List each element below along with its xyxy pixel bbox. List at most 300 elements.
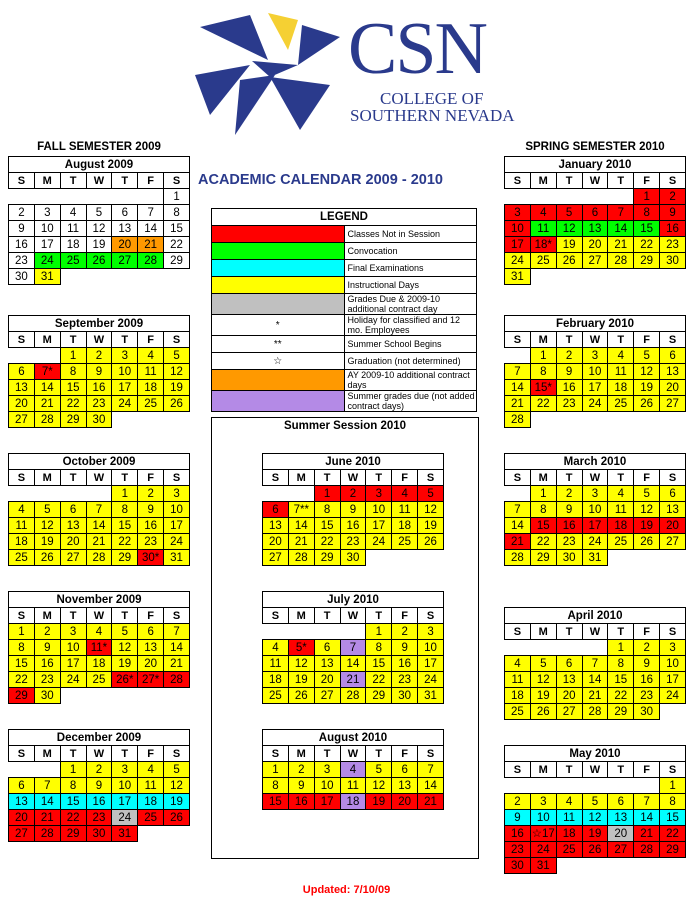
day-cell: 14	[340, 656, 366, 672]
day-cell: 17	[366, 518, 392, 534]
day-cell: 4	[9, 502, 35, 518]
weekday-header: M	[288, 470, 314, 486]
empty-cell	[505, 189, 531, 205]
weekday-header: F	[138, 608, 164, 624]
empty-cell	[608, 550, 634, 566]
day-cell: 22	[112, 534, 138, 550]
day-cell: 5	[530, 656, 556, 672]
empty-cell	[582, 858, 608, 874]
day-cell: 2	[660, 189, 686, 205]
day-cell: 24	[60, 672, 86, 688]
weekday-header: M	[530, 624, 556, 640]
day-cell: 24	[418, 672, 444, 688]
day-cell: 27	[9, 826, 35, 842]
empty-cell	[366, 550, 392, 566]
day-cell: 19	[418, 518, 444, 534]
day-cell: 20	[9, 396, 35, 412]
day-cell: 30	[86, 826, 112, 842]
day-cell: 14	[505, 380, 531, 396]
day-cell: 8	[60, 364, 86, 380]
day-cell: 12	[634, 364, 660, 380]
empty-cell	[530, 189, 556, 205]
empty-cell	[634, 269, 660, 285]
day-cell: 16	[288, 794, 314, 810]
weekday-header: S	[9, 173, 35, 189]
weekday-header: S	[9, 470, 35, 486]
day-cell: 9	[634, 656, 660, 672]
day-cell: 20	[608, 826, 634, 842]
day-cell: 21	[505, 534, 531, 550]
day-cell: 4	[530, 205, 556, 221]
day-cell: 16	[86, 794, 112, 810]
day-cell: 5	[164, 762, 190, 778]
legend-label: Instructional Days	[344, 277, 477, 294]
weekday-header: F	[634, 332, 660, 348]
day-cell: 14	[505, 518, 531, 534]
day-cell: 4	[60, 205, 86, 221]
day-cell: 26	[530, 704, 556, 720]
day-cell: 23	[660, 237, 686, 253]
day-cell: 8	[9, 640, 35, 656]
day-cell: 4	[392, 486, 418, 502]
month-calendar	[262, 591, 444, 704]
day-cell: 21	[634, 826, 660, 842]
weekday-header: W	[582, 624, 608, 640]
weekday-header: T	[556, 762, 582, 778]
day-cell: 30	[556, 550, 582, 566]
empty-cell	[34, 348, 60, 364]
day-cell: 25	[505, 704, 531, 720]
day-cell: 30	[505, 858, 531, 874]
weekday-header: T	[366, 470, 392, 486]
day-cell: 21	[34, 810, 60, 826]
weekday-header: S	[505, 762, 531, 778]
day-cell: 19	[86, 237, 112, 253]
weekday-header: F	[392, 608, 418, 624]
day-cell: 7	[340, 640, 366, 656]
day-cell: 2	[86, 348, 112, 364]
day-cell: 23	[392, 672, 418, 688]
day-cell: 5	[582, 794, 608, 810]
day-cell: 10	[505, 221, 531, 237]
legend	[211, 208, 477, 412]
weekday-header: W	[86, 746, 112, 762]
day-cell: 14	[34, 794, 60, 810]
legend-item	[212, 243, 477, 260]
day-cell: 18	[392, 518, 418, 534]
day-cell: 30	[86, 412, 112, 428]
day-cell: 10	[530, 810, 556, 826]
day-cell: 5*	[288, 640, 314, 656]
month-name: May 2010	[505, 746, 686, 762]
day-cell: 26*	[112, 672, 138, 688]
day-cell: 26	[582, 842, 608, 858]
day-cell: 5	[634, 348, 660, 364]
month-calendar	[8, 315, 190, 428]
day-cell: 1	[9, 624, 35, 640]
weekday-header: T	[314, 746, 340, 762]
weekday-header: T	[556, 624, 582, 640]
day-cell: 19	[112, 656, 138, 672]
day-cell: 23	[634, 688, 660, 704]
day-cell: 12	[34, 518, 60, 534]
empty-cell	[608, 858, 634, 874]
month-name: April 2010	[505, 608, 686, 624]
empty-cell	[582, 412, 608, 428]
day-cell: 5	[418, 486, 444, 502]
day-cell: 19	[634, 380, 660, 396]
day-cell: 7	[505, 502, 531, 518]
day-cell: 14	[608, 221, 634, 237]
legend-item	[212, 336, 477, 353]
legend-label: Convocation	[344, 243, 477, 260]
day-cell: 20	[582, 237, 608, 253]
day-cell: 29	[366, 688, 392, 704]
weekday-header: F	[634, 470, 660, 486]
month-calendar	[8, 156, 190, 285]
day-cell: 2	[86, 762, 112, 778]
weekday-header: T	[608, 762, 634, 778]
empty-cell	[556, 778, 582, 794]
weekday-header: F	[138, 173, 164, 189]
day-cell: 22	[530, 396, 556, 412]
day-cell: 31	[112, 826, 138, 842]
legend-label: Summer grades due (not added contract days)	[344, 391, 477, 412]
weekday-header: S	[9, 332, 35, 348]
day-cell: 7	[34, 778, 60, 794]
day-cell: 9	[288, 778, 314, 794]
day-cell: 19	[366, 794, 392, 810]
day-cell: 24	[164, 534, 190, 550]
weekday-header: S	[660, 624, 686, 640]
day-cell: 20	[60, 534, 86, 550]
day-cell: 23	[138, 534, 164, 550]
empty-cell	[164, 412, 190, 428]
day-cell: 3	[530, 794, 556, 810]
day-cell: 9	[660, 205, 686, 221]
day-cell: 6	[9, 364, 35, 380]
empty-cell	[556, 269, 582, 285]
day-cell: 24	[505, 253, 531, 269]
empty-cell	[34, 762, 60, 778]
day-cell: 21	[608, 237, 634, 253]
day-cell: 1	[608, 640, 634, 656]
day-cell: 16	[556, 380, 582, 396]
weekday-header: W	[340, 608, 366, 624]
weekday-header: S	[660, 470, 686, 486]
day-cell: 6	[556, 656, 582, 672]
legend-label: Grades Due & 2009-10 additional contract day	[344, 294, 477, 315]
weekday-header: T	[112, 746, 138, 762]
weekday-header: F	[138, 332, 164, 348]
day-cell: 3	[660, 640, 686, 656]
day-cell: 4	[263, 640, 289, 656]
day-cell: 5	[366, 762, 392, 778]
day-cell: 8	[314, 502, 340, 518]
day-cell: 8	[263, 778, 289, 794]
month-name: January 2010	[505, 157, 686, 173]
day-cell: 9	[9, 221, 35, 237]
legend-label: Final Examinations	[344, 260, 477, 277]
empty-cell	[608, 189, 634, 205]
day-cell: 15	[60, 380, 86, 396]
weekday-header: W	[86, 470, 112, 486]
day-cell: 1	[366, 624, 392, 640]
day-cell: 4	[138, 762, 164, 778]
day-cell: 4	[505, 656, 531, 672]
day-cell: 7	[86, 502, 112, 518]
day-cell: 27	[556, 704, 582, 720]
day-cell: 24	[660, 688, 686, 704]
day-cell: 15	[9, 656, 35, 672]
day-cell: 27	[112, 253, 138, 269]
weekday-header: M	[34, 746, 60, 762]
weekday-header: W	[86, 332, 112, 348]
day-cell: 5	[34, 502, 60, 518]
day-cell: 18	[9, 534, 35, 550]
weekday-header: T	[314, 470, 340, 486]
weekday-header: S	[9, 746, 35, 762]
day-cell: 13	[582, 221, 608, 237]
empty-cell	[86, 486, 112, 502]
empty-cell	[634, 778, 660, 794]
day-cell: 13	[314, 656, 340, 672]
day-cell: 11	[138, 364, 164, 380]
empty-cell	[138, 688, 164, 704]
logo-line1: COLLEGE OF	[380, 89, 484, 108]
day-cell: 24	[582, 396, 608, 412]
weekday-header: S	[164, 470, 190, 486]
fall-semester-heading: FALL SEMESTER 2009	[37, 141, 161, 153]
empty-cell	[505, 778, 531, 794]
empty-cell	[556, 640, 582, 656]
day-cell: 21	[505, 396, 531, 412]
day-cell: 10	[112, 778, 138, 794]
day-cell: 12	[164, 778, 190, 794]
day-cell: 28	[288, 550, 314, 566]
day-cell: 20	[392, 794, 418, 810]
day-cell: 26	[634, 396, 660, 412]
day-cell: 12	[366, 778, 392, 794]
month-calendar	[504, 156, 686, 285]
empty-cell	[556, 412, 582, 428]
legend-item	[212, 260, 477, 277]
day-cell: 22	[366, 672, 392, 688]
day-cell: 1	[634, 189, 660, 205]
day-cell: 15	[530, 518, 556, 534]
legend-label: Graduation (not determined)	[344, 353, 477, 370]
day-cell: 21	[288, 534, 314, 550]
day-cell: 1	[530, 486, 556, 502]
day-cell: 19	[530, 688, 556, 704]
day-cell: 10	[582, 364, 608, 380]
day-cell: 4	[138, 348, 164, 364]
weekday-header: S	[418, 608, 444, 624]
legend-title: LEGEND	[212, 209, 477, 226]
legend-swatch: *	[212, 315, 345, 336]
weekday-header: F	[634, 762, 660, 778]
legend-swatch	[212, 277, 345, 294]
empty-cell	[60, 486, 86, 502]
empty-cell	[556, 858, 582, 874]
day-cell: 14	[164, 640, 190, 656]
day-cell: 15*	[530, 380, 556, 396]
day-cell: 27	[314, 688, 340, 704]
empty-cell	[556, 189, 582, 205]
day-cell: 5	[164, 348, 190, 364]
day-cell: 2	[505, 794, 531, 810]
day-cell: 23	[505, 842, 531, 858]
day-cell: 1	[112, 486, 138, 502]
weekday-header: F	[634, 173, 660, 189]
weekday-header: T	[60, 608, 86, 624]
empty-cell	[86, 269, 112, 285]
day-cell: 31	[418, 688, 444, 704]
month-calendar	[504, 315, 686, 428]
empty-cell	[9, 762, 35, 778]
day-cell: 14	[418, 778, 444, 794]
month-name: March 2010	[505, 454, 686, 470]
day-cell: 20	[263, 534, 289, 550]
month-calendar	[262, 729, 444, 810]
day-cell: 8	[660, 794, 686, 810]
weekday-header: T	[556, 470, 582, 486]
day-cell: 13	[660, 364, 686, 380]
day-cell: 25	[556, 842, 582, 858]
day-cell: 16	[34, 656, 60, 672]
empty-cell	[164, 826, 190, 842]
csn-logo	[180, 5, 520, 140]
day-cell: 3	[112, 762, 138, 778]
weekday-header: M	[34, 332, 60, 348]
weekday-header: T	[112, 608, 138, 624]
day-cell: 22	[608, 688, 634, 704]
day-cell: 12	[164, 364, 190, 380]
day-cell: 11	[9, 518, 35, 534]
day-cell: 17	[505, 237, 531, 253]
day-cell: 25	[138, 396, 164, 412]
weekday-header: F	[138, 746, 164, 762]
day-cell: 10	[60, 640, 86, 656]
updated-note: Updated: 7/10/09	[302, 884, 391, 896]
day-cell: 1	[530, 348, 556, 364]
day-cell: 11*	[86, 640, 112, 656]
day-cell: 31	[530, 858, 556, 874]
day-cell: 11	[340, 778, 366, 794]
legend-label: Classes Not in Session	[344, 226, 477, 243]
day-cell: 17	[112, 794, 138, 810]
day-cell: 12	[418, 502, 444, 518]
spring-semester-heading: SPRING SEMESTER 2010	[525, 141, 665, 153]
day-cell: 26	[86, 253, 112, 269]
day-cell: 15	[60, 794, 86, 810]
day-cell: 6	[582, 205, 608, 221]
day-cell: 12	[582, 810, 608, 826]
day-cell: 27*	[138, 672, 164, 688]
day-cell: 18	[138, 794, 164, 810]
day-cell: 15	[314, 518, 340, 534]
weekday-header: F	[392, 746, 418, 762]
day-cell: 9	[505, 810, 531, 826]
day-cell: 8	[60, 778, 86, 794]
day-cell: 10	[418, 640, 444, 656]
month-name: November 2009	[9, 592, 190, 608]
day-cell: 17	[418, 656, 444, 672]
day-cell: 9	[138, 502, 164, 518]
day-cell: 29	[530, 550, 556, 566]
day-cell: 19	[164, 380, 190, 396]
empty-cell	[112, 189, 138, 205]
weekday-header: T	[608, 470, 634, 486]
day-cell: 12	[530, 672, 556, 688]
day-cell: 15	[608, 672, 634, 688]
day-cell: 26	[34, 550, 60, 566]
day-cell: 24	[530, 842, 556, 858]
legend-item	[212, 353, 477, 370]
day-cell: 13	[263, 518, 289, 534]
weekday-header: W	[86, 608, 112, 624]
day-cell: 13	[9, 380, 35, 396]
day-cell: 20	[138, 656, 164, 672]
weekday-header: T	[608, 173, 634, 189]
weekday-header: W	[582, 173, 608, 189]
weekday-header: S	[505, 332, 531, 348]
day-cell: 3	[314, 762, 340, 778]
day-cell: 2	[634, 640, 660, 656]
day-cell: 13	[60, 518, 86, 534]
legend-swatch	[212, 370, 345, 391]
weekday-header: M	[288, 608, 314, 624]
day-cell: 19	[164, 794, 190, 810]
weekday-header: S	[505, 624, 531, 640]
day-cell: 7	[418, 762, 444, 778]
day-cell: 23	[340, 534, 366, 550]
empty-cell	[314, 624, 340, 640]
empty-cell	[288, 486, 314, 502]
day-cell: 29	[660, 842, 686, 858]
day-cell: 19	[556, 237, 582, 253]
day-cell: 11	[505, 672, 531, 688]
day-cell: 9	[392, 640, 418, 656]
legend-item	[212, 315, 477, 336]
day-cell: 2	[556, 348, 582, 364]
day-cell: 27	[582, 253, 608, 269]
weekday-header: S	[418, 746, 444, 762]
day-cell: 16	[556, 518, 582, 534]
day-cell: 30*	[138, 550, 164, 566]
legend-item	[212, 294, 477, 315]
empty-cell	[9, 348, 35, 364]
weekday-header: T	[60, 746, 86, 762]
day-cell: 13	[138, 640, 164, 656]
day-cell: 7*	[34, 364, 60, 380]
day-cell: 2	[392, 624, 418, 640]
empty-cell	[660, 550, 686, 566]
day-cell: 13	[660, 502, 686, 518]
empty-cell	[582, 189, 608, 205]
day-cell: 1	[60, 348, 86, 364]
weekday-header: S	[505, 173, 531, 189]
empty-cell	[112, 412, 138, 428]
day-cell: 21	[340, 672, 366, 688]
day-cell: 20	[314, 672, 340, 688]
day-cell: 28	[634, 842, 660, 858]
empty-cell	[660, 704, 686, 720]
day-cell: 14	[634, 810, 660, 826]
day-cell: 6	[60, 502, 86, 518]
day-cell: 17	[582, 380, 608, 396]
month-calendar	[504, 607, 686, 720]
